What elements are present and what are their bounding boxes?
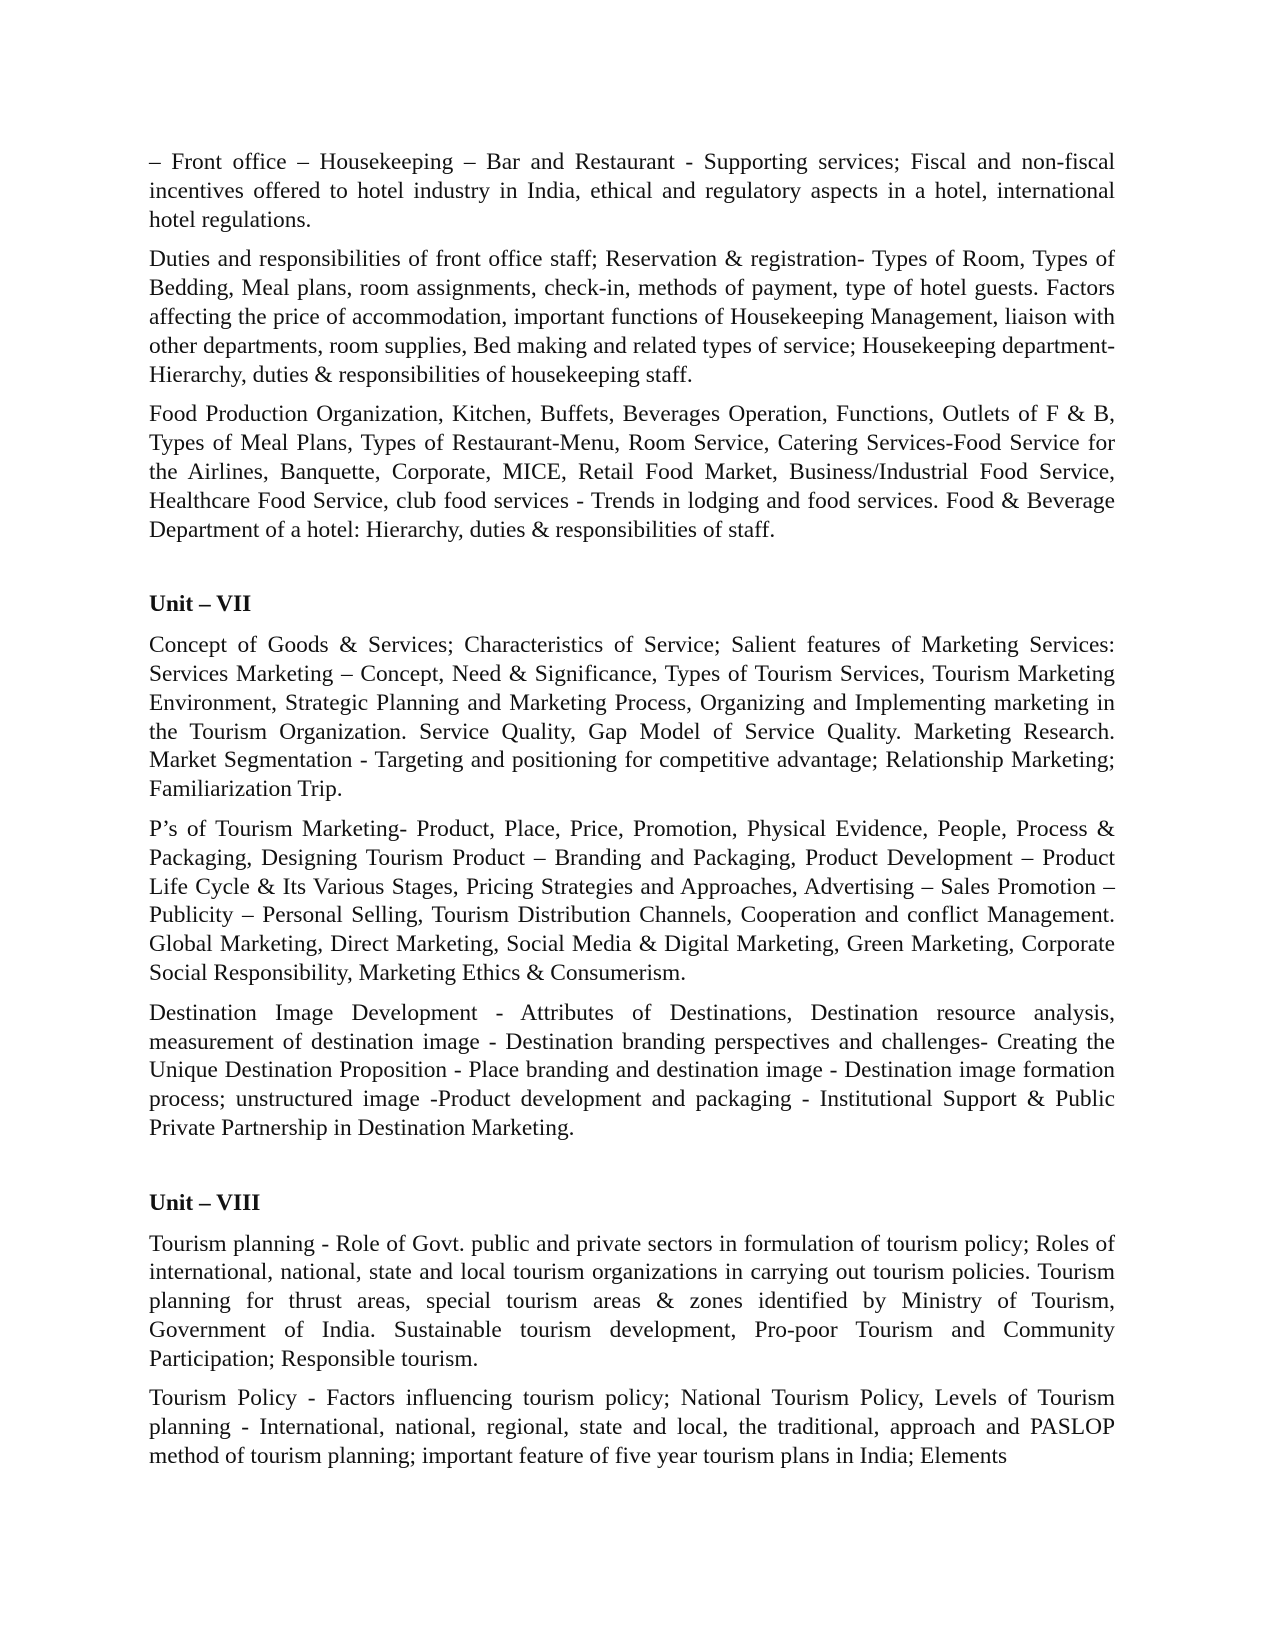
unit-8-heading: Unit – VIII [149, 1189, 261, 1216]
unit-7-heading: Unit – VII [149, 591, 252, 618]
document-page [149, 148, 1115, 1482]
intro-paragraph: Food Production Organization, Kitchen, Buffets, Beverages Operation, Functions, Outlets of F & B, Types of Meal Plans, Types of Restaurant-Menu, Room Service, Catering Services-Food Service for the Airlines, Banquette, Corporate, MICE, Retail Food Market, Business/Industrial Food Service, Healthcare Food Service, club food services - Trends in lodging and food services. Food & Beverage Department of a hotel: Hierarchy, duties & responsibilities of staff. [149, 401, 1115, 543]
unit-7-paragraph: Destination Image Development - Attributes of Destinations, Destination resource analysis, measurement of destination image - Destination branding perspectives and challenges- Creating the Unique Destination Proposition - Place branding and destination image - Destination image formation process; unstructured image -Product development and packaging - Institutional Support & Public Private Partnership in Destination Marketing. [149, 999, 1115, 1141]
unit-8-paragraph: Tourism planning - Role of Govt. public and private sectors in formulation of tourism policy; Roles of international, national, state and local tourism organizations in carrying out tourism policies. Tourism planning for thrust areas, special tourism areas & zones identified by Ministry of Tourism, Government of India. Sustainable tourism development, Pro-poor Tourism and Community Participation; Responsible tourism. [149, 1230, 1115, 1372]
unit-7-paragraph: Concept of Goods & Services; Characteristics of Service; Salient features of Marketing Services: Services Marketing – Concept, Need & Significance, Types of Tourism Services, Tourism Marketing Environment, Strategic Planning and Marketing Process, Organizing and Implementing marketing in the Tourism Organization. Service Quality, Gap Model of Service Quality. Marketing Research. Market Segmentation - Targeting and positioning for competitive advantage; Relationship Marketing; Familiarization Trip. [149, 632, 1115, 803]
unit-7-paragraph: P’s of Tourism Marketing- Product, Place, Price, Promotion, Physical Evidence, People, Process & Packaging, Designing Tourism Product – Branding and Packaging, Product Development – Product Life Cycle & Its Various Stages, Pricing Strategies and Approaches, Advertising – Sales Promotion – Publicity – Personal Selling, Tourism Distribution Channels, Cooperation and conflict Management. Global Marketing, Direct Marketing, Social Media & Digital Marketing, Green Marketing, Corporate Social Responsibility, Marketing Ethics & Consumerism. [149, 815, 1115, 986]
intro-paragraph: Duties and responsibilities of front office staff; Reservation & registration- Types of Room, Types of Bedding, Meal plans, room assignments, check-in, methods of payment, type of hotel guests. Factors affecting the price of accommodation, important functions of Housekeeping Management, liaison with other departments, room supplies, Bed making and related types of service; Housekeeping department-Hierarchy, duties & responsibilities of housekeeping staff. [149, 246, 1115, 388]
intro-paragraph: – Front office – Housekeeping – Bar and Restaurant - Supporting services; Fiscal and non-fiscal incentives offered to hotel industry in India, ethical and regulatory aspects in a hotel, international hotel regulations. [149, 149, 1115, 233]
unit-8-paragraph: Tourism Policy - Factors influencing tourism policy; National Tourism Policy, Levels of Tourism planning - International, national, regional, state and local, the traditional, approach and PASLOP method of tourism planning; important feature of five year tourism plans in India; Elements [149, 1385, 1115, 1470]
